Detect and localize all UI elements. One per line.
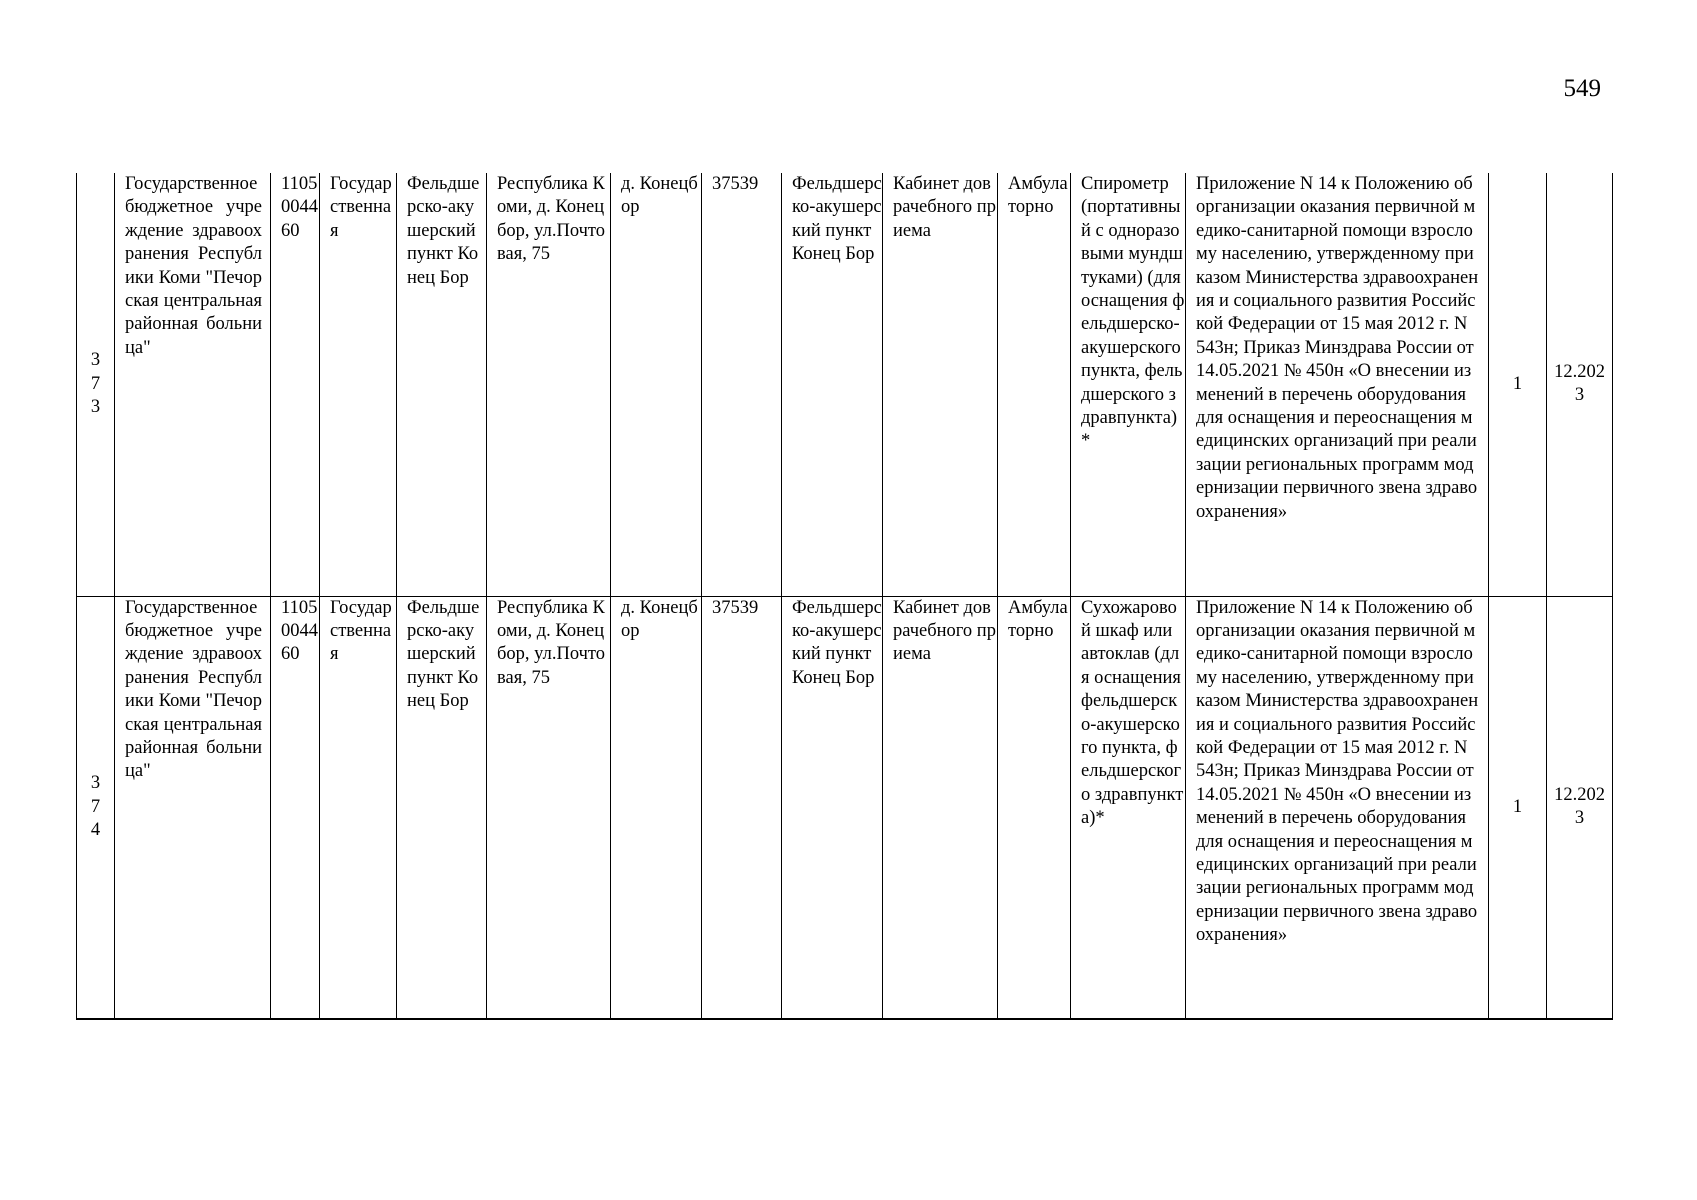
ownership-cell: Государственная: [320, 173, 397, 596]
page-number: 549: [1563, 75, 1601, 102]
equipment-cell: Спирометр (портативный с одноразовыми мундштуками) (для оснащения фельдшерско-акушерского пункта, фельдшерского здравпункта)*: [1071, 173, 1186, 596]
organization-cell: Государственное бюджетное учреждение здравоохранения Республики Коми "Печорская центральная районная больница": [115, 596, 271, 1019]
facility-cell: Фельдшерско-акушерский пункт Конец Бор: [397, 173, 487, 596]
address-cell: Республика Коми, д. Конецбор, ул.Почтовая, 75: [487, 173, 611, 596]
organization-cell: Государственное бюджетное учреждение здравоохранения Республики Коми "Печорская центральная районная больница": [115, 173, 271, 596]
basis-cell: Приложение N 14 к Положению об организации оказания первичной медико-санитарной помощи взрослому населению, утвержденному приказом Министерства здравоохранения и социального развития Российской Федерации от 15 мая 2012 г. N 543н; Приказ Минздрава России от 14.05.2021 № 450н «О внесении изменений в перечень оборудования для оснащения и переоснащения медицинских организаций при реализации региональных программ модернизации первичного звена здравоохранения»: [1186, 173, 1489, 596]
ownership-cell: Государственная: [320, 596, 397, 1019]
oktmo-cell: 37539: [702, 596, 782, 1019]
care-type-cell: Амбулаторно: [998, 596, 1071, 1019]
unit-cell: Фельдшерско-акушерский пункт Конец Бор: [782, 173, 883, 596]
locality-cell: д. Конецбор: [611, 173, 702, 596]
row-number: 373: [90, 350, 101, 417]
quantity-cell: 1: [1489, 173, 1547, 596]
room-cell: Кабинет доврачебного приема: [883, 173, 998, 596]
quantity-cell: 1: [1489, 596, 1547, 1019]
table-row: [77, 596, 1613, 1019]
equipment-table: [76, 173, 1613, 1020]
code-cell: 1105004460: [271, 173, 320, 596]
care-type-cell: Амбулаторно: [998, 173, 1071, 596]
table-row: [77, 173, 1613, 596]
locality-cell: д. Конецбор: [611, 596, 702, 1019]
date-cell: 12.2023: [1547, 596, 1613, 1019]
row-number: 374: [90, 773, 101, 840]
code-cell: 1105004460: [271, 596, 320, 1019]
room-cell: Кабинет доврачебного приема: [883, 596, 998, 1019]
date-cell: 12.2023: [1547, 173, 1613, 596]
facility-cell: Фельдшерско-акушерский пункт Конец Бор: [397, 596, 487, 1019]
unit-cell: Фельдшерско-акушерский пункт Конец Бор: [782, 596, 883, 1019]
basis-cell: Приложение N 14 к Положению об организации оказания первичной медико-санитарной помощи взрослому населению, утвержденному приказом Министерства здравоохранения и социального развития Российской Федерации от 15 мая 2012 г. N 543н; Приказ Минздрава России от 14.05.2021 № 450н «О внесении изменений в перечень оборудования для оснащения и переоснащения медицинских организаций при реализации региональных программ модернизации первичного звена здравоохранения»: [1186, 596, 1489, 1019]
equipment-cell: Сухожаровой шкаф или автоклав (для оснащения фельдшерско-акушерского пункта, фельдшерского здравпункта)*: [1071, 596, 1186, 1019]
oktmo-cell: 37539: [702, 173, 782, 596]
address-cell: Республика Коми, д. Конецбор, ул.Почтовая, 75: [487, 596, 611, 1019]
